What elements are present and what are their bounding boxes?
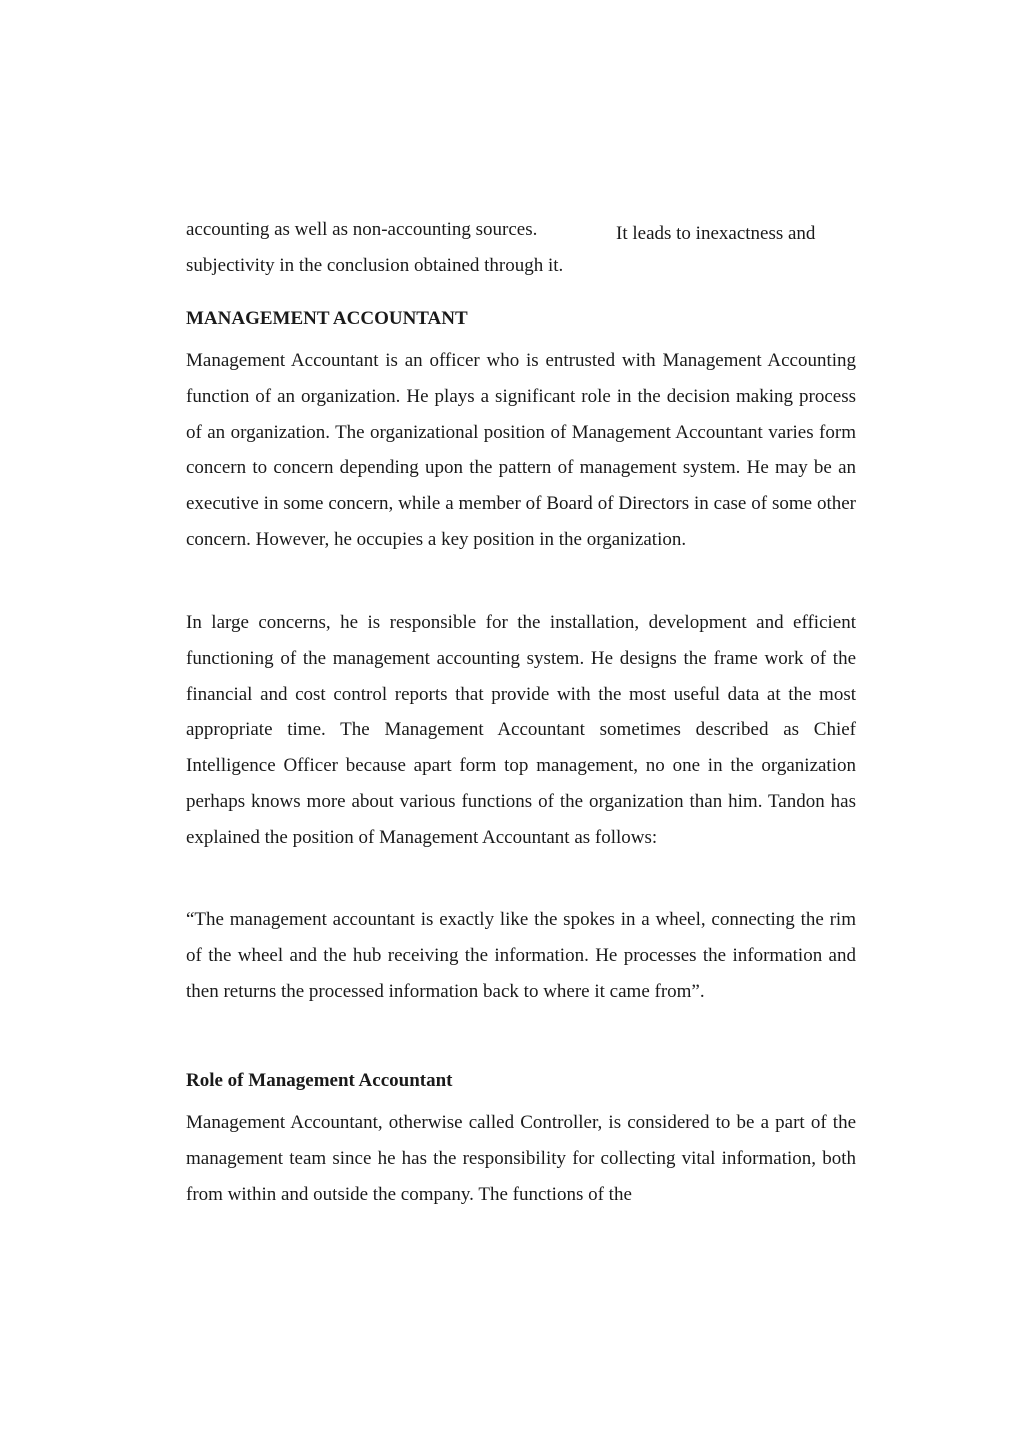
paragraph-3-quote: “The management accountant is exactly like the spokes in a wheel, connecting the rim of the wheel and the hub receiving the information. He processes the information and then returns the processed information back to where it came from”. [186, 909, 856, 1002]
subheading-role: Role of Management Accountant [186, 1070, 453, 1091]
paragraph-2: In large concerns, he is responsible for the installation, development and efficient functioning of the management accounting system. He designs the frame work of the financial and cost control reports that provide with the most useful data at the most appropriate time. The Management Accountant sometimes described as Chief Intelligence Officer because apart form top management, no one in the organization perhaps knows more about various functions of the organization than him. Tandon has explained the position of Management Accountant as follows: [186, 612, 856, 848]
paragraph-4: Management Accountant, otherwise called Controller, is considered to be a part of the management team since he has the responsibility for collecting vital information, both from within and outside the company. The functions of the [186, 1112, 856, 1205]
section-heading: MANAGEMENT ACCOUNTANT [186, 308, 468, 329]
carryover-line-1-right: It leads to inexactness and [616, 223, 816, 244]
carryover-line-1-left: accounting as well as non-accounting sources. [186, 219, 538, 240]
carryover-line-2: subjectivity in the conclusion obtained through it. [186, 255, 564, 276]
paragraph-1: Management Accountant is an officer who is entrusted with Management Accounting function of an organization. He plays a significant role in the decision making process of an organization. The organizational position of Management Accountant varies form concern to concern depending upon the pattern of management system. He may be an executive in some concern, while a member of Board of Directors in case of some other concern. However, he occupies a key position in the organization. [186, 350, 856, 550]
